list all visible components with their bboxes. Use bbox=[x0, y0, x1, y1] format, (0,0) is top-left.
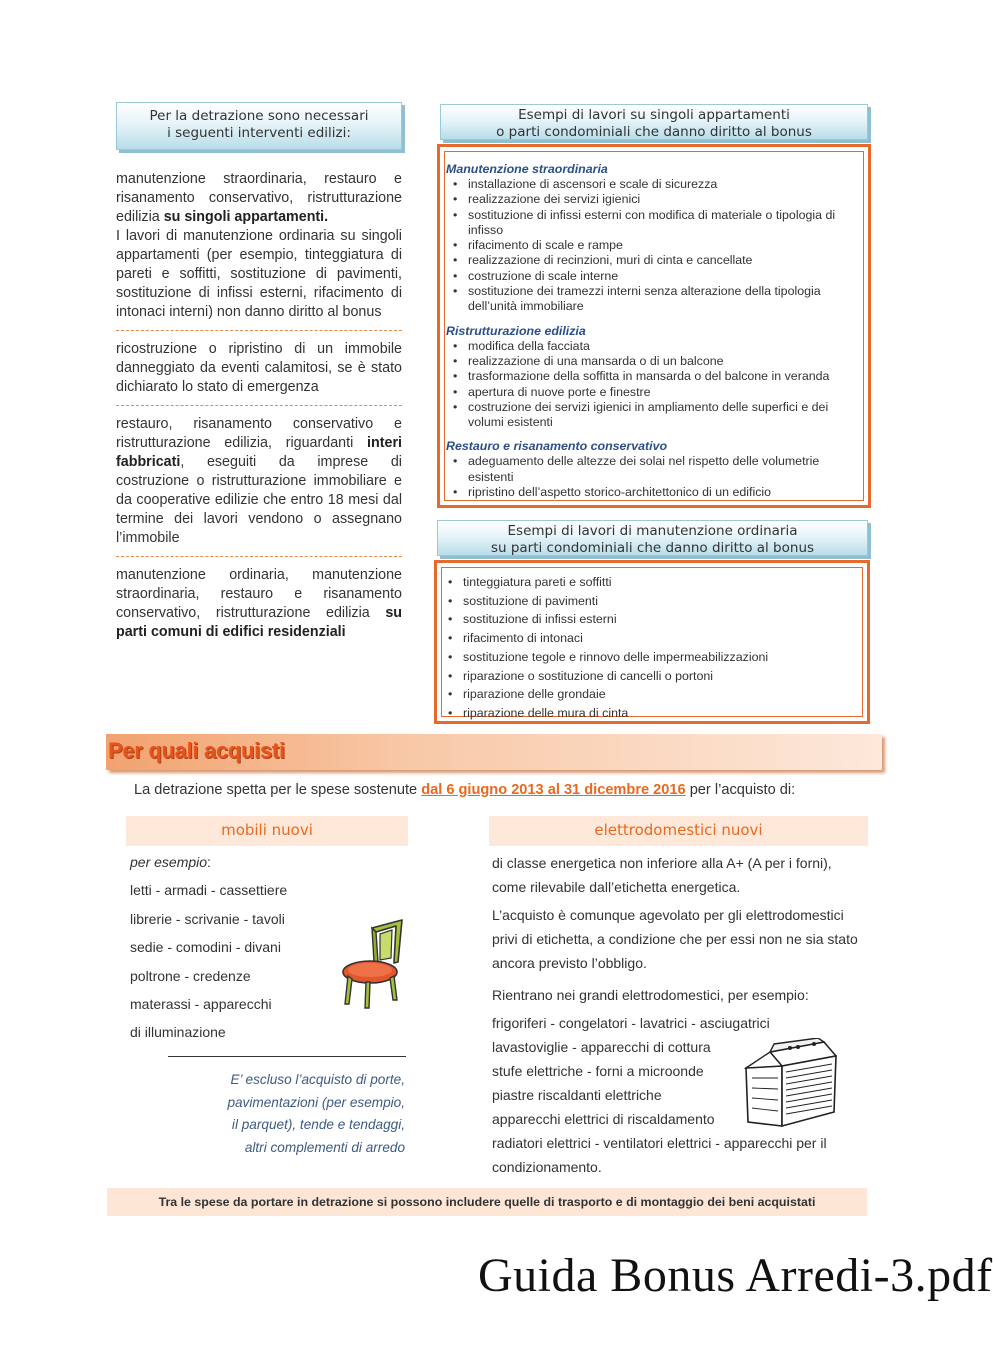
list-item: • modifica della facciata bbox=[446, 339, 856, 354]
mobili-esempio: per esempio: bbox=[130, 854, 211, 870]
footer-note: Tra le spese da portare in detrazione si possono includere quelle di trasporto e di montaggio dei beni acquistati bbox=[107, 1188, 867, 1216]
list-item: • trasformazione della soffitta in mansarda o del balcone in veranda bbox=[446, 369, 856, 384]
right-header-1 bbox=[440, 104, 868, 140]
left-header-box bbox=[116, 102, 402, 150]
list-item: librerie - scrivanie - tavoli bbox=[130, 910, 285, 927]
list-item: • riparazione delle mura di cinta bbox=[441, 704, 851, 723]
left-block-1: manutenzione straordinaria, restauro e risanamento conservativo, ristrutturazione edilizia su singoli appartamenti. I lavori di manutenzione ordinaria su singoli appartamenti (per esempio, tinteggiatura di pareti e soffitti, sostituzione di pavimenti, sostituzione di infissi esterni, rifacimento di intonaci interni) non danno diritto al bonus bbox=[116, 171, 402, 320]
right-header-2-line1: Esempi di lavori di manutenzione ordinaria bbox=[507, 523, 798, 539]
list-item: • adeguamento delle altezze dei solai nel rispetto delle volumetrie esistenti bbox=[446, 454, 856, 485]
list-item: • riparazione delle grondaie bbox=[441, 685, 851, 704]
mobili-list bbox=[130, 848, 330, 1047]
list-item: apparecchi elettrici di riscaldamento bbox=[492, 1111, 715, 1127]
list-ristrutturazione bbox=[446, 339, 856, 431]
section-banner bbox=[106, 734, 882, 770]
left-block-4: manutenzione ordinaria, manutenzione straordinaria, restauro e risanamento conservativo, ristrutturazione edilizia su parti comuni di edifici residenziali bbox=[116, 567, 402, 640]
right-header-2-line2: su parti condominiali che danno diritto al bonus bbox=[490, 540, 815, 556]
dashed-divider bbox=[116, 556, 402, 557]
list-item: piastre riscaldanti elettriche bbox=[492, 1087, 662, 1103]
list-item: • sostituzione di pavimenti bbox=[441, 592, 851, 611]
section-title-ristrutturazione: Ristrutturazione edilizia bbox=[446, 323, 586, 338]
list-manutenzione bbox=[446, 177, 856, 315]
list-item: • ripristino dell’aspetto storico-architettonico di un edificio bbox=[446, 485, 856, 500]
section-title-restauro: Restauro e risanamento conservativo bbox=[446, 439, 668, 454]
filename-watermark: Guida Bonus Arredi-3.pdf bbox=[478, 1249, 993, 1302]
list-item: • realizzazione di recinzioni, muri di cinta e cancellate bbox=[446, 253, 856, 268]
list-item: poltrone - credenze bbox=[130, 967, 251, 984]
list-item: lavastoviglie - apparecchi di cottura bbox=[492, 1039, 711, 1055]
list-item: • sostituzione dei tramezzi interni senza alterazione della tipologia dell’unità immobiliare bbox=[446, 284, 856, 315]
mobili-title: mobili nuovi bbox=[221, 821, 313, 839]
list-item: • sostituzione tegole e rinnovo delle impermeabilizzazioni bbox=[441, 648, 851, 667]
list-item: • installazione di ascensori e scale di sicurezza bbox=[446, 177, 856, 192]
section-title: Per quali acquisti bbox=[108, 738, 285, 763]
mobili-divider bbox=[168, 1056, 406, 1057]
list-restauro bbox=[446, 454, 856, 500]
elettro-title-bar bbox=[489, 816, 868, 846]
examples-box-1 bbox=[437, 144, 871, 508]
washing-machine-illustration bbox=[744, 1038, 840, 1130]
left-block-2: ricostruzione o ripristino di un immobile danneggiato da eventi calamitosi, se è stato dichiarato lo stato di emergenza bbox=[116, 341, 402, 395]
list-manutenzione-ordinaria bbox=[441, 573, 851, 723]
list-item: condizionamento. bbox=[492, 1159, 602, 1175]
dashed-divider bbox=[116, 330, 402, 331]
left-header-line1: Per la detrazione sono necessari bbox=[149, 108, 369, 124]
list-item: radiatori elettrici - ventilatori elettrici - apparecchi per il bbox=[492, 1135, 827, 1151]
left-column bbox=[116, 170, 402, 642]
list-item: • sostituzione di infissi esterni con modifica di materiale o tipologia di infisso bbox=[446, 208, 856, 239]
list-item: • realizzazione di una mansarda o di un balcone bbox=[446, 354, 856, 369]
list-item: • apertura di nuove porte e finestre bbox=[446, 385, 856, 400]
list-item: • rifacimento di scale e rampe bbox=[446, 238, 856, 253]
section-title-manutenzione: Manutenzione straordinaria bbox=[446, 162, 608, 176]
dashed-divider bbox=[116, 405, 402, 406]
list-item: • costruzione dei servizi igienici in ampliamento delle superfici e dei volumi esistenti bbox=[446, 400, 856, 431]
left-header-line2: i seguenti interventi edilizi: bbox=[167, 125, 351, 141]
chair-illustration bbox=[336, 918, 414, 1010]
left-block-3: restauro, risanamento conservativo e ristrutturazione edilizia, riguardanti interi fabbricati, eseguiti da imprese di costruzione o ristrutturazione immobiliare e da cooperative edilizie che entro 18 mesi dal termine dei lavori vendono o assegnano l’immobile bbox=[116, 416, 402, 546]
list-item: materassi - apparecchi bbox=[130, 996, 272, 1013]
right-header-1-line2: o parti condominiali che danno diritto al bonus bbox=[496, 124, 812, 140]
list-item: letti - armadi - cassettiere bbox=[130, 882, 288, 899]
list-item: di illuminazione bbox=[130, 1024, 226, 1041]
mobili-title-bar bbox=[126, 816, 408, 846]
examples-box-2 bbox=[434, 560, 870, 724]
list-item: frigoriferi - congelatori - lavatrici - asciugatrici bbox=[492, 1015, 770, 1031]
mobili-note: E’ escluso l’acquisto di porte, pavimentazioni (per esempio, il parquet), tende e tendaggi, altri complementi di arredo bbox=[227, 1072, 405, 1155]
list-item: • riparazione o sostituzione di cancelli o portoni bbox=[441, 667, 851, 686]
list-item: • tinteggiatura pareti e soffitti bbox=[441, 573, 851, 592]
list-item: • costruzione di scale interne bbox=[446, 269, 856, 284]
right-header-1-line1: Esempi di lavori su singoli appartamenti bbox=[518, 107, 790, 123]
list-item: • sostituzione di infissi esterni bbox=[441, 610, 851, 629]
list-item: sedie - comodini - divani bbox=[130, 939, 281, 956]
list-item: • rifacimento di intonaci bbox=[441, 629, 851, 648]
list-item: • realizzazione dei servizi igienici bbox=[446, 192, 856, 207]
elettro-text: di classe energetica non inferiore alla A+ (A per i forni), come rilevabile dall’etichetta energetica. L’acquisto è comunque agevolato per gli elettrodomestici privi di etichetta, a condizione che per essi non ne sia stato ancora previsto l’obbligo. Rientrano nei grandi elettrodomestici, per esempio: frigoriferi - congelatori - lavatrici - asciugatrici lavastoviglie - apparecchi di cottura stufe elettriche - forni a microonde piastre riscaldanti elettriche apparecchi elettrici di riscaldamento radiatori elettrici - ventilatori elettrici - apparecchi per il condizionamento. bbox=[492, 851, 872, 1179]
right-header-2 bbox=[437, 520, 868, 556]
elettro-title: elettrodomestici nuovi bbox=[594, 821, 763, 839]
date-range: dal 6 giugno 2013 al 31 dicembre 2016 bbox=[421, 782, 686, 798]
list-item: stufe elettriche - forni a microonde bbox=[492, 1063, 704, 1079]
intro-line: La detrazione spetta per le spese sostenute dal 6 giugno 2013 al 31 dicembre 2016 per l’acquisto di: bbox=[134, 782, 796, 798]
